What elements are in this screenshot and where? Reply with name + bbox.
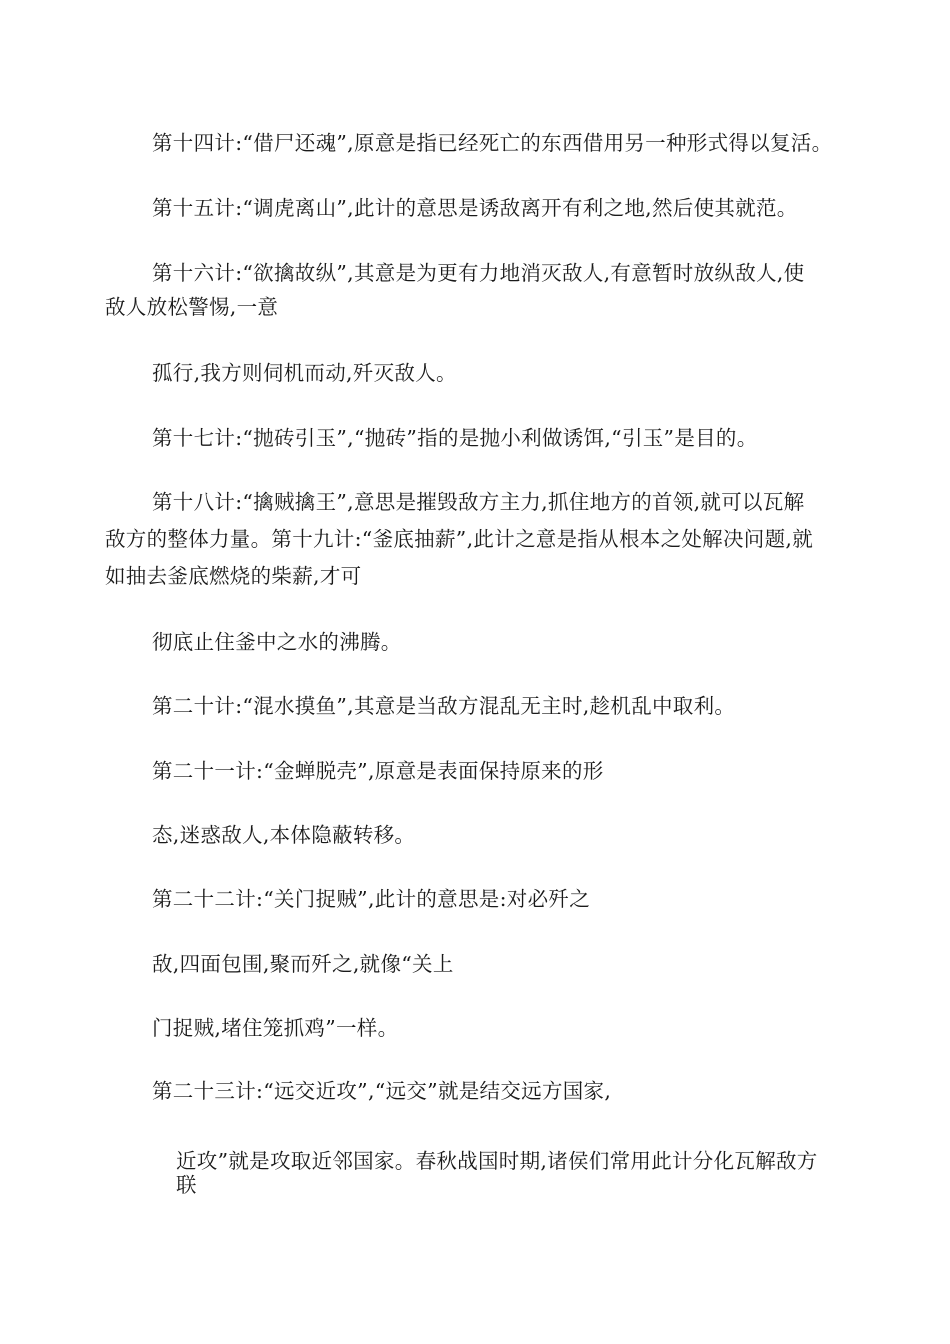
text-line-stratagem-23-cont: 近攻”就是攻取近邻国家。春秋战国时期,诸侯们常用此计分化瓦解敌方 — [176, 1149, 818, 1173]
text-line-stratagem-15: 第十五计:“调虎离山”,此计的意思是诱敌离开有利之地,然后使其就范。 — [152, 196, 798, 220]
text-line-stratagem-23-cont2: 联 — [176, 1173, 197, 1197]
text-line-stratagem-21-cont: 态,迷惑敌人,本体隐蔽转移。 — [152, 823, 416, 847]
text-line-stratagem-22-cont2: 门捉贼,堵住笼抓鸡”一样。 — [152, 1016, 399, 1040]
text-line-stratagem-16-cont: 敌人放松警惕,一意 — [105, 295, 279, 319]
text-line-stratagem-16-cont2: 孤行,我方则伺机而动,歼灭敌人。 — [152, 361, 457, 385]
text-line-stratagem-19-cont2: 彻底止住釜中之水的沸腾。 — [152, 630, 402, 654]
text-line-stratagem-22-cont: 敌,四面包围,聚而歼之,就像“关上 — [152, 952, 454, 976]
text-line-stratagem-18: 第十八计:“擒贼擒王”,意思是摧毁敌方主力,抓住地方的首领,就可以瓦解 — [152, 490, 805, 514]
text-line-stratagem-19: 敌方的整体力量。第十九计:“釜底抽薪”,此计之意是指从根本之处解决问题,就 — [105, 527, 813, 551]
text-line-stratagem-23: 第二十三计:“远交近攻”,“远交”就是结交远方国家, — [152, 1079, 612, 1103]
text-line-stratagem-20: 第二十计:“混水摸鱼”,其意是当敌方混乱无主时,趁机乱中取利。 — [152, 694, 736, 718]
text-line-stratagem-14: 第十四计:“借尸还魂”,原意是指已经死亡的东西借用另一种形式得以复活。 — [152, 131, 833, 155]
text-line-stratagem-22: 第二十二计:“关门捉贼”,此计的意思是:对必歼之 — [152, 887, 590, 911]
text-line-stratagem-19-cont: 如抽去釜底燃烧的柴薪,才可 — [105, 564, 362, 588]
text-line-stratagem-21: 第二十一计:“金蝉脱壳”,原意是表面保持原来的形 — [152, 759, 604, 783]
text-line-stratagem-16: 第十六计:“欲擒故纵”,其意是为更有力地消灭敌人,有意暂时放纵敌人,使 — [152, 261, 805, 285]
text-line-stratagem-17: 第十七计:“抛砖引玉”,“抛砖”指的是抛小利做诱饵,“引玉”是目的。 — [152, 426, 758, 450]
